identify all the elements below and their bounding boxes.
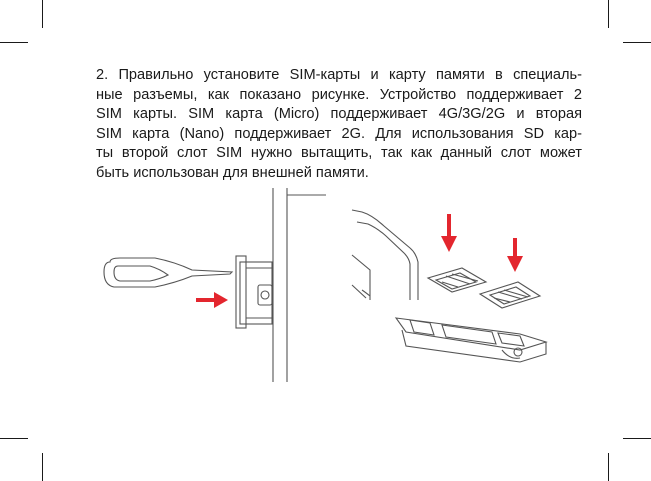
instruction-line: быть использован для внешней памяти.: [96, 164, 369, 181]
instruction-line: ты второй слот SIM нужно вытащить, так как данный слот может: [96, 145, 582, 161]
instruction-line: ные разъемы, как показано рисунке. Устройство поддерживает 2: [96, 86, 582, 103]
instruction-line: 2. Правильно установите SIM-карты и карту памяти в специаль-: [96, 67, 582, 83]
down-arrow-icon: [507, 238, 523, 272]
phone-corner-edge: [352, 210, 418, 300]
down-arrow-icon: [441, 214, 457, 252]
instruction-line: SIM карта (Nano) поддерживает 2G. Для использования SD кар-: [96, 125, 582, 142]
instruction-line: SIM карты. SIM карта (Micro) поддерживает 4G/3G/2G и вторая: [96, 106, 582, 122]
